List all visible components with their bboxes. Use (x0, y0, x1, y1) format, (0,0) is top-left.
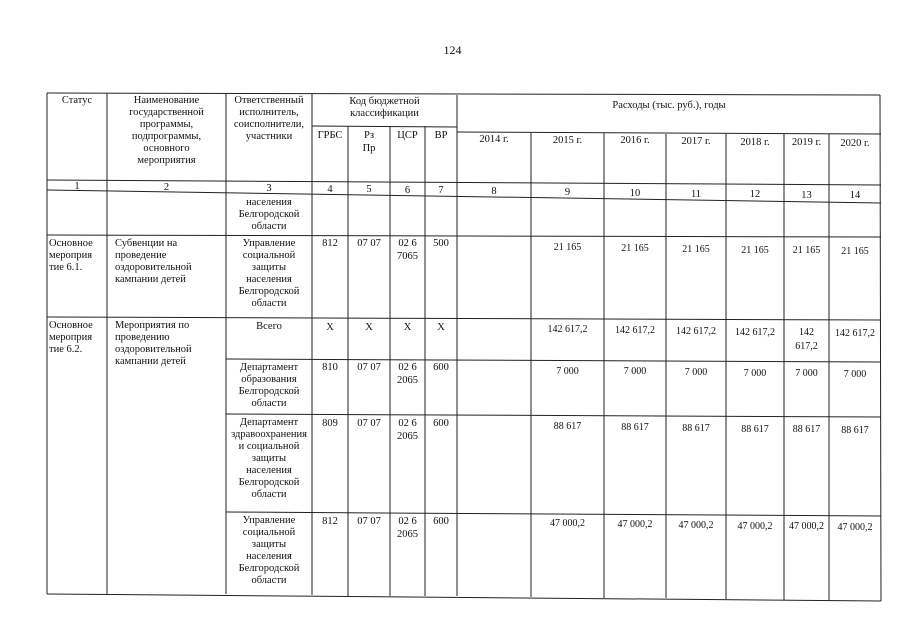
resp-line: Белгородской (238, 563, 300, 574)
header-csr: ЦСР (397, 130, 418, 141)
value-2016: 142 617,2 (615, 325, 655, 336)
name-line: проведению (115, 332, 170, 343)
resp-line: области (251, 575, 287, 586)
header-year: 2016 г. (620, 135, 650, 146)
value-2015: 7 000 (556, 366, 579, 377)
vr-cell: 600 (433, 516, 449, 527)
resp-line: Департамент (239, 362, 299, 373)
header-rzpr: Пр (362, 143, 376, 154)
value-2017: 21 165 (682, 244, 710, 255)
csr-cell: 02 6 (398, 362, 417, 373)
resp-line: Белгородской (238, 286, 300, 297)
header-rzpr: Рз (364, 130, 374, 141)
resp-line: защиты (251, 262, 287, 273)
value-2018: 7 000 (743, 368, 767, 379)
resp-line: области (251, 489, 287, 500)
value-2016: 7 000 (623, 366, 647, 377)
value-2015: 47 000,2 (550, 518, 585, 529)
value-2020: 21 165 (841, 246, 869, 257)
header-year: 2020 г. (840, 138, 870, 149)
rzpr-cell: 07 07 (357, 516, 381, 527)
rzpr-cell: 07 07 (357, 418, 381, 429)
value-2019: 21 165 (792, 245, 821, 256)
col-number: 5 (366, 184, 372, 195)
value-2015: 21 165 (553, 242, 582, 253)
header-name-line: мероприятия (137, 155, 196, 166)
value-2019: 142 (799, 327, 814, 338)
value-2017: 142 617,2 (676, 326, 716, 337)
name-line: оздоровительной (115, 262, 192, 273)
name-line: кампании детей (115, 274, 186, 285)
resp-total: Всего (256, 321, 282, 332)
col-number: 9 (564, 187, 571, 198)
value-2015: 142 617,2 (547, 324, 588, 335)
col-number: 13 (801, 190, 812, 201)
page-number: 124 (443, 43, 462, 57)
value-2018: 88 617 (741, 424, 769, 435)
name-line: проведение (115, 250, 167, 261)
col-number: 11 (690, 189, 702, 200)
value-2015: 88 617 (553, 421, 582, 432)
header-name-line: подпрограммы, (131, 131, 202, 142)
rzpr-cell: 07 07 (357, 362, 381, 373)
resp-line: социальной (242, 527, 296, 538)
header-status: Статус (61, 95, 93, 106)
csr-cell: 2065 (397, 375, 418, 386)
value-2020: 7 000 (843, 369, 867, 380)
header-year: 2017 г. (681, 136, 711, 147)
resp-line: населения (246, 465, 292, 476)
header-expenses-group: Расходы (тыс. руб.), годы (612, 100, 726, 111)
header-code-group: Код бюджетной (349, 96, 420, 107)
csr-cell: 02 6 (398, 516, 417, 527)
status-line: мероприя (49, 250, 93, 261)
value-2016: 88 617 (621, 422, 649, 433)
value-2018: 21 165 (741, 245, 769, 256)
rzpr-cell: Х (365, 322, 373, 333)
csr-cell: 02 6 (398, 238, 417, 249)
resp-line: образования (241, 374, 297, 385)
header-name-line: основного (143, 143, 190, 154)
grbs-cell: 809 (322, 418, 338, 429)
value-2016: 47 000,2 (617, 519, 653, 530)
value-2020: 142 617,2 (835, 328, 875, 339)
status-line: тие 6.2. (49, 344, 83, 355)
resp-line: области (251, 398, 287, 409)
value-2017: 47 000,2 (678, 520, 714, 531)
vr-cell: Х (437, 322, 445, 333)
col-number: 8 (491, 186, 497, 197)
header-resp-line: исполнитель, (239, 107, 299, 118)
status-line: Основное (49, 320, 93, 331)
value-2017: 88 617 (682, 423, 710, 434)
col-number: 2 (163, 182, 170, 193)
value-2018: 47 000,2 (737, 521, 773, 532)
name-line: оздоровительной (115, 344, 192, 355)
grbs-cell: 810 (322, 362, 338, 373)
value-2018: 142 617,2 (735, 327, 775, 338)
code-subheader-line (312, 126, 457, 127)
table-bottom-border (47, 594, 881, 601)
resp-line: Управление (242, 238, 296, 249)
col-number: 7 (438, 185, 444, 196)
header-resp-line: соисполнители, (233, 119, 305, 130)
row-line (226, 414, 881, 417)
value-2019: 7 000 (795, 368, 818, 379)
resp-line: и социальной (238, 441, 300, 452)
vr-cell: 500 (433, 238, 449, 249)
vr-cell: 600 (433, 362, 449, 373)
header-resp-line: участники (245, 131, 293, 142)
col-number: 1 (74, 181, 80, 192)
status-line: мероприя (49, 332, 93, 343)
resp-line: области (251, 221, 287, 232)
value-2017: 7 000 (684, 367, 708, 378)
header-year: 2019 г. (791, 137, 822, 148)
value-2020: 47 000,2 (837, 522, 873, 533)
header-year: 2015 г. (552, 135, 583, 146)
resp-line: населения (246, 274, 292, 285)
csr-cell: Х (403, 322, 412, 333)
row-line (47, 235, 881, 237)
col-number: 3 (266, 183, 272, 194)
header-resp-line: Ответственный (234, 95, 304, 106)
col-number: 14 (849, 190, 861, 201)
value-2016: 21 165 (621, 243, 649, 254)
grbs-cell: 812 (322, 238, 338, 249)
grbs-cell: Х (326, 322, 334, 333)
value-2019: 617,2 (795, 341, 818, 352)
csr-cell: 02 6 (398, 418, 417, 429)
resp-line: населения (246, 197, 292, 208)
name-line: Субвенции на (115, 238, 178, 249)
header-code-group: классификации (350, 108, 419, 119)
resp-line: здравоохранения (231, 429, 307, 440)
grbs-cell: 812 (322, 516, 338, 527)
csr-cell: 2065 (397, 431, 418, 442)
resp-line: Белгородской (238, 386, 300, 397)
resp-line: населения (246, 551, 292, 562)
value-2019: 88 617 (792, 424, 821, 435)
resp-line: Департамент (239, 417, 299, 428)
status-line: Основное (49, 238, 93, 249)
col-number: 4 (327, 184, 333, 195)
resp-line: Белгородской (238, 209, 300, 220)
name-line: Мероприятия по (115, 320, 190, 331)
header-name-line: Наименование (133, 95, 200, 106)
resp-line: Белгородской (238, 477, 300, 488)
value-2020: 88 617 (841, 425, 869, 436)
resp-line: защиты (251, 453, 287, 464)
resp-line: защиты (251, 539, 287, 550)
status-line: тие 6.1. (49, 262, 83, 273)
resp-line: Управление (242, 515, 296, 526)
resp-line: социальной (242, 250, 296, 261)
header-name-line: государственной (129, 107, 204, 118)
csr-cell: 2065 (397, 529, 418, 540)
col-number: 12 (749, 189, 761, 200)
rzpr-cell: 07 07 (357, 238, 381, 249)
header-grbs: ГРБС (317, 130, 343, 141)
name-line: кампании детей (115, 356, 186, 367)
col-number: 10 (629, 188, 641, 199)
header-name-line: программы, (139, 119, 194, 130)
header-year: 2014 г. (479, 134, 509, 145)
header-year: 2018 г. (740, 137, 770, 148)
col-number: 6 (404, 185, 411, 196)
csr-cell: 7065 (397, 251, 418, 262)
resp-line: области (251, 298, 287, 309)
value-2019: 47 000,2 (789, 521, 824, 532)
vr-cell: 600 (433, 418, 449, 429)
header-vr: ВР (434, 130, 448, 141)
